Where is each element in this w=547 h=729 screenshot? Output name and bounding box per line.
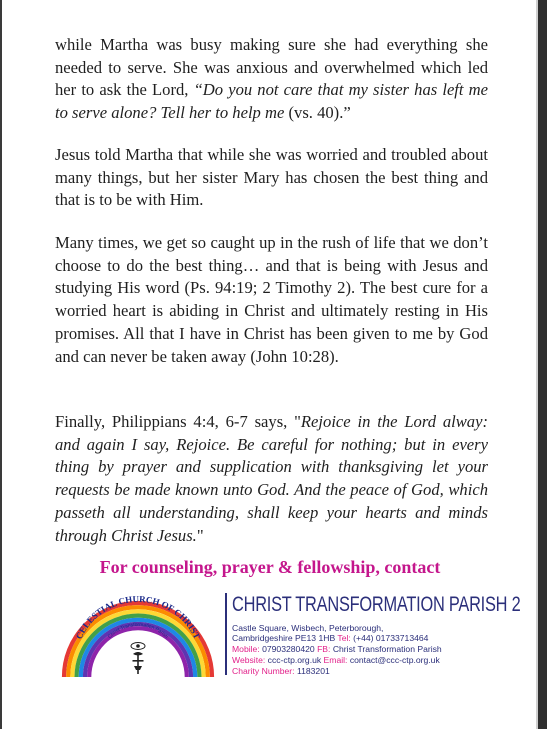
quote-close: " — [196, 525, 204, 545]
church-logo — [58, 582, 218, 682]
website-value: ccc-ctp.org.uk — [265, 655, 324, 665]
address-line: Castle Square, Wisbech, Peterborough, — [232, 623, 384, 633]
tel-label: Tel: — [337, 633, 351, 643]
website-email-line — [232, 655, 532, 666]
contact-heading: For counseling, prayer & fellowship, contact — [99, 557, 441, 577]
charity-line — [232, 666, 532, 677]
charity-label: Charity Number: — [232, 666, 295, 676]
page-edge-left — [0, 0, 2, 729]
fb-label: FB: — [317, 644, 331, 654]
tel-value: (+44) 01733713464 — [350, 633, 429, 643]
eye-icon — [131, 643, 145, 650]
website-label: Website: — [232, 655, 266, 665]
scripture-quote: “Do you not care that my sister has left me to serve alone? Tell her to help me — [55, 80, 489, 123]
email-value: contact@ccc-ctp.org.uk — [347, 655, 440, 665]
paragraph-intro: Finally, Philippians 4:4, 6-7 says, " — [55, 412, 301, 431]
lamp-cross-icon — [133, 652, 144, 674]
mobile-fb-line — [232, 644, 532, 655]
paragraph-jesus-told-martha: Jesus told Martha that while she was worried and troubled about many things, but her sister Mary has chosen the best thing and that is to be with Him. — [55, 145, 488, 210]
fb-value: Christ Transformation Parish — [330, 644, 442, 654]
email-label: Email: — [323, 655, 348, 665]
address-tel-line — [232, 633, 532, 644]
paragraph-rush-of-life: Many times, we get so caught up in the rush of life that we don’t choose to do the best thing… and that is being with Jesus and studying His word (Ps. 94:19; 2 Timothy 2). The best cure for a worried heart is abiding in Christ and ultimately resting in His promises. All that I have in Christ has been given to me by God and can never be taken away (John 10:28). — [55, 233, 488, 366]
paragraph-text: while Martha was busy making sure she had everything she needed to serve. She was anxious and overwhelmed which led her to ask the Lord, — [55, 35, 488, 100]
scripture-quote: Rejoice in the Lord alway: and again I say, Rejoice. Be careful for nothing; but in every thing by prayer and supplication with thanksgiving let your requests be made known unto God. And the peace of God, which passeth all understanding, shall keep your hearts and minds through Christ Jesus. — [55, 412, 488, 545]
charity-value: 1183201 — [294, 666, 330, 676]
paragraph-philippians — [55, 411, 488, 547]
paragraph-martha-busy — [55, 34, 488, 125]
vertical-divider — [225, 593, 227, 675]
address-line: Cambridgeshire PE13 1HB — [232, 633, 338, 643]
org-name: CHRIST TRANSFORMATION PARISH 2 — [232, 593, 521, 616]
scripture-reference: (vs. 40).” — [284, 103, 351, 123]
logo-arc-text: CELESTIAL CHURCH OF CHRIST — [73, 593, 203, 641]
logo-inner-text: Christ Transformation Parish — [106, 621, 170, 640]
mobile-label: Mobile: — [232, 644, 260, 654]
page-edge-right — [538, 0, 547, 729]
mobile-value: 07903280420 — [259, 644, 318, 654]
